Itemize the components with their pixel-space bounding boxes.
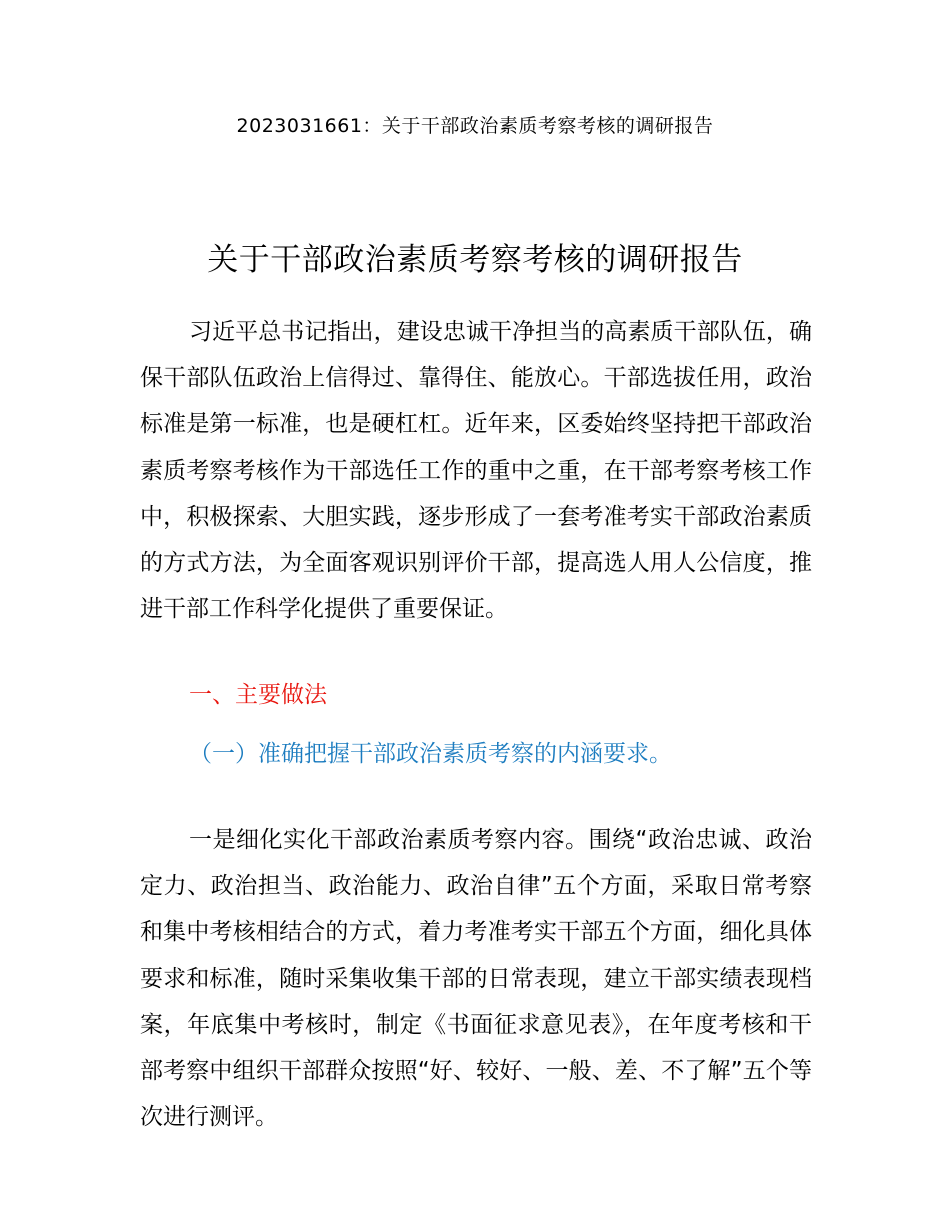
- document-title: 关于干部政治素质考察考核的调研报告: [207, 242, 743, 278]
- body-paragraph: 一是细化实化干部政治素质考察内容。围绕“政治忠诚、政治定力、政治担当、政治能力、政治自律”五个方面，采取日常考察和集中考核相结合的方式，着力考准考实干部五个方面，细化具体要求和标准，随时采集收集干部的日常表现，建立干部实绩表现档案，年底集中考核时，制定《书面征求意见表》，在年度考核和干部考察中组织干部群众按照“好、较好、一般、差、不了解”五个等次进行测评。: [140, 827, 812, 1131]
- intro-paragraph: 习近平总书记指出，建设忠诚干净担当的高素质干部队伍，确保干部队伍政治上信得过、靠得住、能放心。干部选拔任用，政治标准是第一标准，也是硬杠杠。近年来，区委始终坚持把干部政治素质考察考核作为干部选任工作的重中之重，在干部考察考核工作中，积极探索、大胆实践，逐步形成了一套考准考实干部政治素质的方式方法，为全面客观识别评价干部，提高选人用人公信度，推进干部工作科学化提供了重要保证。: [140, 319, 812, 623]
- section-heading: 一、主要做法: [189, 682, 327, 708]
- subsection-heading: （一）准确把握干部政治素质考察的内涵要求。: [189, 741, 672, 767]
- document-header: 2023031661：关于干部政治素质考察考核的调研报告: [236, 115, 714, 137]
